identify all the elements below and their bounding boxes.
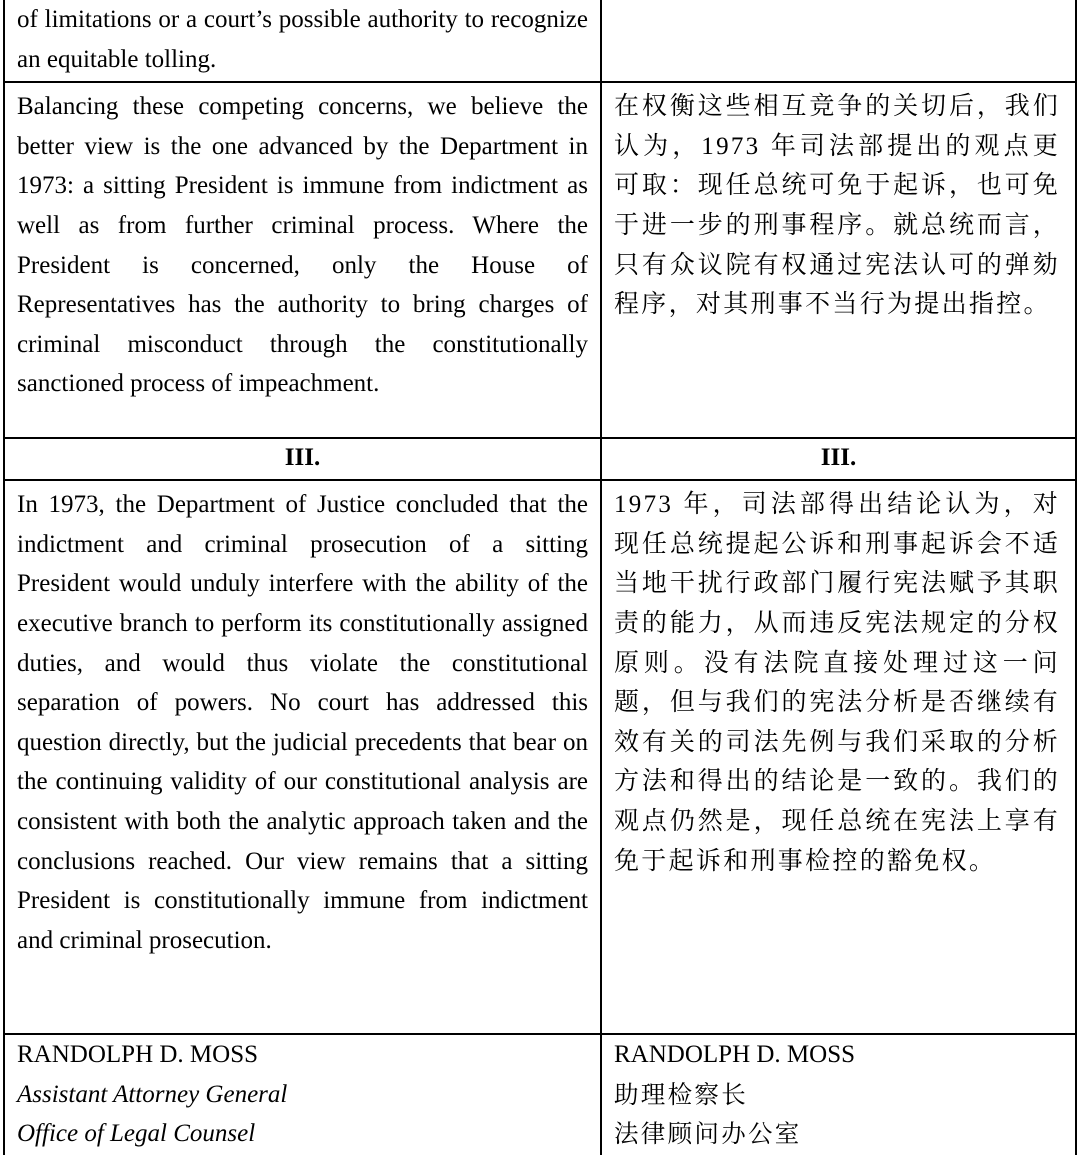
english-paragraph: Balancing these competing concerns, we believe the better view is the one advanced by the Department in 1973: a sitting President is immune from indictment as well as from further criminal process. Where the President is concerned, only the House of Representatives has the authority to bring charges of criminal misconduct through the constitutionally sanctioned process of impeachment. xyxy=(17,93,588,398)
table-row xyxy=(4,82,1076,438)
signer-office: Office of Legal Counsel xyxy=(17,1120,256,1148)
bilingual-table xyxy=(3,0,1077,1155)
section-heading-en: III. xyxy=(4,438,601,480)
signer-name: RANDOLPH D. MOSS xyxy=(17,1041,259,1069)
chinese-paragraph: 在权衡这些相互竞争的关切后，我们认为，1973 年司法部提出的观点更可取：现任总统可免于起诉，也可免于进一步的刑事程序。就总统而言，只有众议院有权通过宪法认可的弹劾程序，对其刑事不当行为提出指控。 xyxy=(614,93,1060,319)
signer-title: Assistant Attorney General xyxy=(17,1080,288,1108)
signature-zh xyxy=(601,1034,1076,1155)
signer-office: 法律顾问办公室 xyxy=(614,1119,802,1149)
english-cell xyxy=(4,82,601,438)
chinese-paragraph: 1973 年，司法部得出结论认为，对现任总统提起公诉和刑事起诉会不适当地干扰行政部门履行宪法赋予其职责的能力，从而违反宪法规定的分权原则。没有法院直接处理过这一问题，但与我们的宪法分析是否继续有效有关的司法先例与我们采取的分析方法和得出的结论是一致的。我们的观点仍然是，现任总统在宪法上享有免于起诉和刑事检控的豁免权。 xyxy=(614,491,1060,875)
signer-name: RANDOLPH D. MOSS xyxy=(614,1041,856,1069)
table-row xyxy=(4,1034,1076,1155)
signer-title: 助理检察长 xyxy=(614,1079,748,1109)
section-heading-zh: III. xyxy=(601,438,1076,480)
table-row xyxy=(4,438,1076,480)
english-paragraph: In 1973, the Department of Justice concluded that the indictment and criminal prosecution of a sitting President would unduly interfere with the ability of the executive branch to perform its constitutionally assigned duties, and would thus violate the constitutional separation of powers. No court has addressed this question directly, but the judicial precedents that bear on the continuing validity of our constitutional analysis are consistent with both the analytic approach taken and the conclusions reached. Our view remains that a sitting President is constitutionally immune from indictment and criminal prosecution. xyxy=(17,491,588,954)
table-row xyxy=(4,0,1076,82)
signature-en xyxy=(4,1034,601,1155)
chinese-cell xyxy=(601,0,1076,82)
chinese-cell xyxy=(601,82,1076,438)
english-cell xyxy=(4,480,601,1034)
chinese-paragraph xyxy=(614,0,1060,2)
chinese-cell xyxy=(601,480,1076,1034)
english-cell xyxy=(4,0,601,82)
english-paragraph: of limitations or a court’s possible authority to recognize an equitable tolling. xyxy=(17,6,588,73)
table-row xyxy=(4,480,1076,1034)
